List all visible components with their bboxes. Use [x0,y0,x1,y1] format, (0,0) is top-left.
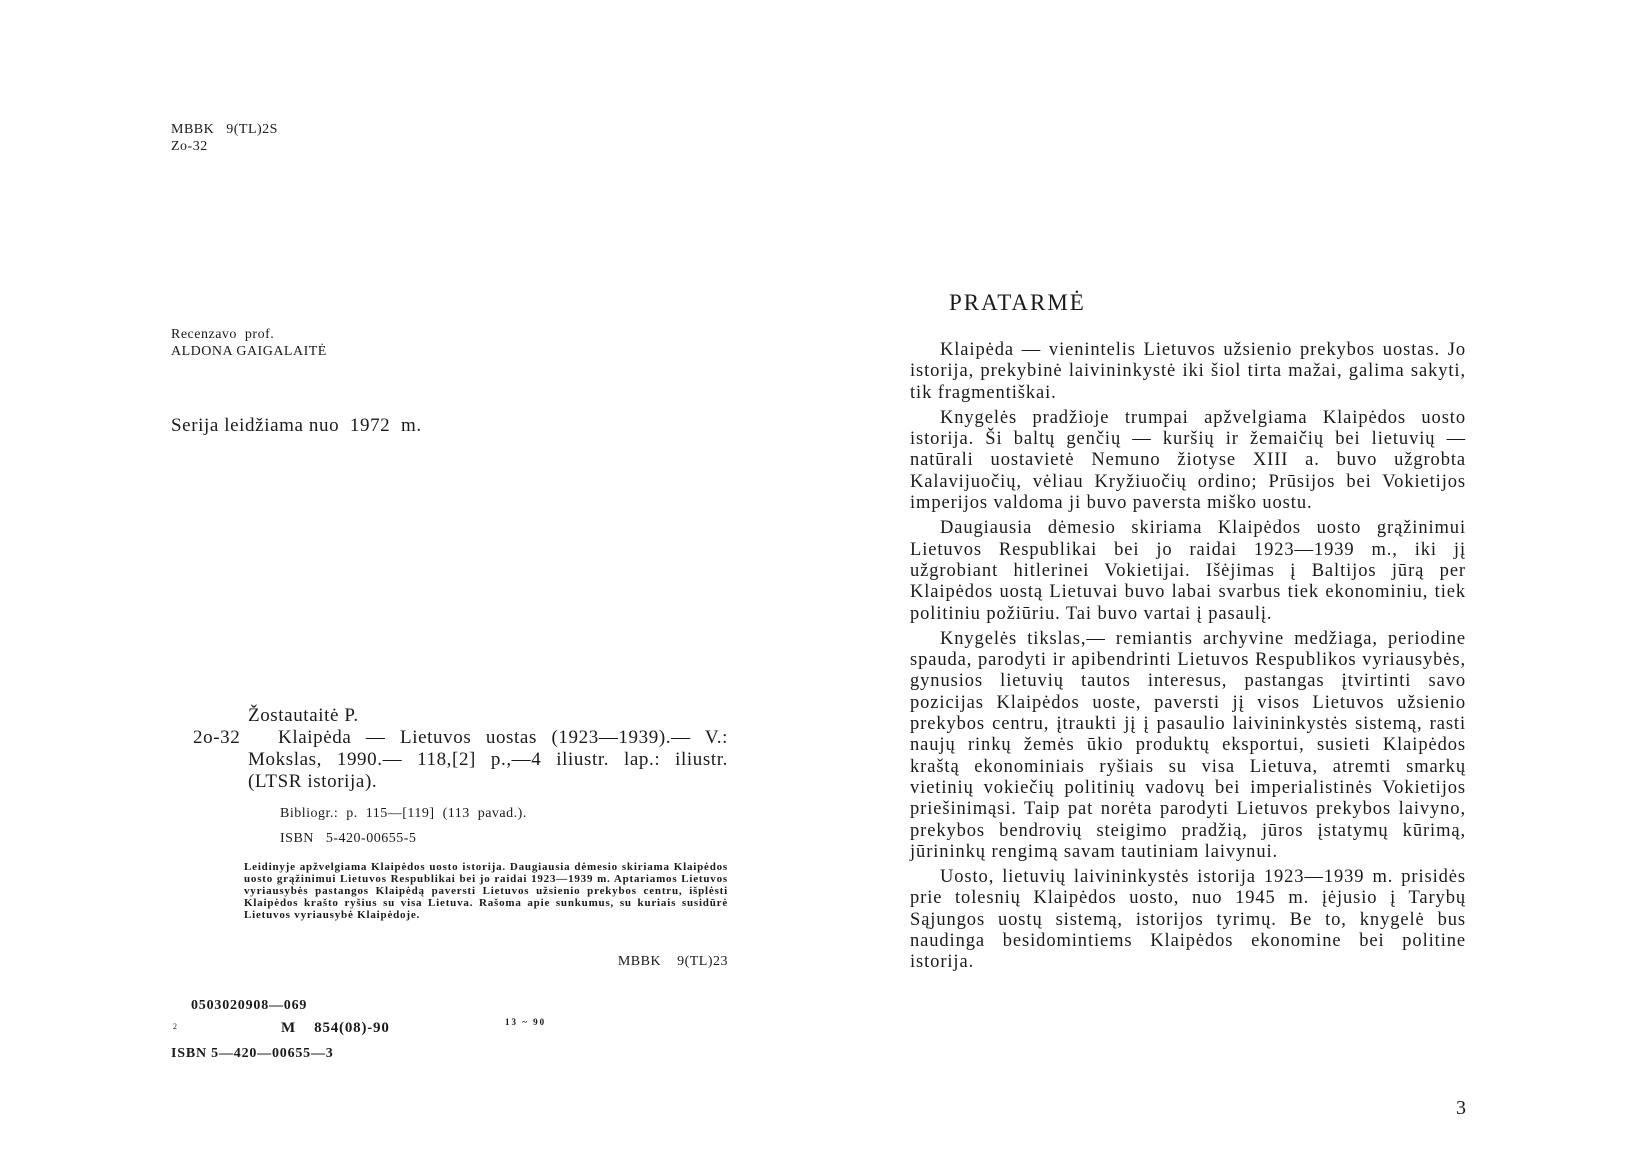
catalog-code: 2o-32 [193,727,241,748]
preface-paragraph: Klaipėda — vienintelis Lietuvos užsienio prekybos uostas. Jo istorija, prekybinė laivininkystė iki šiol tirta mažai, galima sakyti, tik fragmentiškai. [910,340,1466,403]
imprint-block [171,998,591,1078]
reviewer-block [171,326,327,360]
catalog-isbn: ISBN 5-420-00655-5 [280,831,417,846]
classification-block [171,121,278,155]
imprint-number: 0503020908—069 [191,998,308,1013]
call-number: Zo-32 [171,139,208,154]
mbbk-code: MBBK 9(TL)2S [171,122,278,137]
preface-paragraph: Knygelės pradžioje trumpai apžvelgiama Klaipėdos uosto istorija. Ši baltų genčių — kuršių ir žemaičių bei lietuvių — natūrali uostavietė Nemuno žiotyse XIII a. buvo užgrobta Kalavijuočių, vėliau Kryžiuočių ordino; Prūsijos bei Vokietijos imperijos valdoma ji buvo paversta miško uostu. [910,407,1466,514]
catalog-mbbk: MBBK 9(TL)23 [617,954,728,969]
page-heading: PRATARMĖ [949,290,1086,315]
page-number: 3 [1456,1097,1466,1119]
imprint-superscript: 2 [173,1022,177,1031]
preface-paragraph: Knygelės tikslas,— remiantis archyvine medžiaga, periodine spauda, parodyti ir apibendrinti Lietuvos Respublikos vyriausybės, gynusios lietuvių tautos interesus, pastangas įtvirtinti savo pozicijas Klaipėdos uoste, paversti jį visos Lietuvos užsienio prekybos centru, įtraukti jį į pasaulio laivininkystės sistemą, rasti naujų rinkų žemės ūkio produktų eksportui, susieti Klaipėdos kraštą ekonominiais ryšiais su visa Lietuva, atremti smarkų vietinių vokiečių politinių vadovų bei imperialistinės Vokietijos priešinimąsi. Taip pat norėta parodyti Lietuvos prekybos laivyno, prekybos bendrovių steigimo pradžią, jūros įstatymų kūrimą, jūrininkų rengimą savam tautiniam laivynui. [910,628,1466,862]
preface-body [910,340,1466,978]
series-note: Serija leidžiama nuo 1972 m. [171,415,422,436]
reviewer-label: Recenzavo prof. [171,327,275,342]
imprint-fraction: 13 ~ 90 [505,1017,547,1027]
preface-paragraph: Uosto, lietuvių laivininkystės istorija 1923—1939 m. prisidės prie tolesnių Klaipėdos uosto, nuo 1945 m. įėjusio į Tarybų Sąjungos uostų sistemą, istorijos tyrimų. Be to, knygelė bus naudinga besidomintiems Klaipėdos ekonomine bei politine istorija. [910,867,1466,973]
catalog-entry-line: (LTSR istorija). [248,771,378,792]
preface-paragraph: Daugiausia dėmesio skiriama Klaipėdos uosto grąžinimui Lietuvos Respublikai bei jo raidai 1923—1939 m., iki jį užgrobiant hitlerinei Vokietijai. Išėjimas į Baltijos jūrą per Klaipėdos uostą Lietuvai buvo labai svarbus tiek ekonominiu, tiek politiniu požiūriu. Tai buvo vartai į pasaulį. [910,518,1466,624]
catalog-entry-line: Klaipėda — Lietuvos uostas (1923—1939).— V.: [278,727,728,748]
reviewer-name: ALDONA GAIGALAITĖ [171,344,327,359]
imprint-m-code: M 854(08)-90 [281,1020,390,1036]
catalog-entry [248,727,728,793]
imprint-isbn: ISBN 5—420—00655—3 [171,1046,334,1061]
catalog-entry-line: Mokslas, 1990.— 118,[2] p.,—4 iliustr. lap.: iliustr. [248,749,728,770]
catalog-bibliography: Bibliogr.: p. 115—[119] (113 pavad.). [280,806,527,821]
catalog-annotation: Leidinyje apžvelgiama Klaipėdos uosto istorija. Daugiausia dėmesio skiriama Klaipėdos uosto grąžinimui Lietuvos Respublikai bei jo raidai 1923—1939 m. Aptariamos Lietuvos vyriausybės pastangos Klaipėdą paversti Lietuvos užsienio prekybos centru, išplėsti Klaipėdos krašto ryšius su visa Lietuva. Rašoma apie sunkumus, su kuriais susidūrė Lietuvos vyriausybė Klaipėdoje. [244,861,728,921]
catalog-author: Žostautaitė P. [248,705,359,726]
